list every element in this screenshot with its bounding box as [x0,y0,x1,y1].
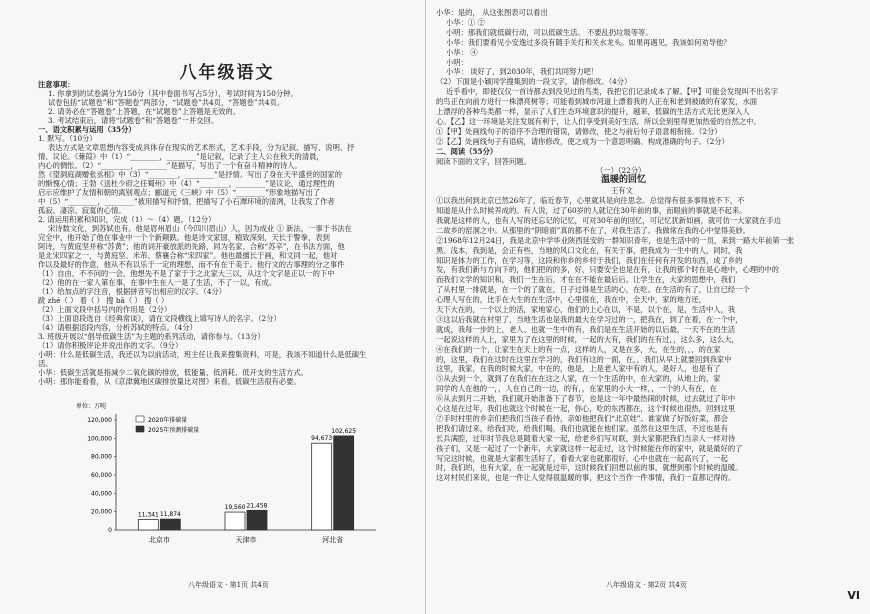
right-footer: 八年级语文 · 第2页 共4页 [606,581,687,589]
text-line: 表达方式是文章思想内容变成具体存在现实的艺术形式，艺术手段，分为记叙、描写、说明、抒 [48,143,355,152]
text-line: 小明：什么是低碳生活，我还以为以前活动，班主任让我来搜集资料，可是，我该不知道什么是低碳生 [38,350,367,359]
text-line: ①以我出何到北京已然26年了，临近春节，心里就其是向往思念。总觉得有很多事得放不下，不 [436,196,745,206]
text-line: 完全中，他开始了他在事业中一个个新颠跌。他是诗文家国，精致深刻，天长于警拳，表到 [38,233,330,242]
bar-2025 [247,510,267,530]
legend-label: 2020年排碳量 [148,417,188,424]
text-line: 然《望洞庭湖赠张丞相》中（3）“________，________”是抒情。写出了身在天平盛世的国家的 [38,170,342,179]
bar-value-label: 94,673 [311,435,333,443]
carbon-emission-bar-chart [58,400,398,558]
bar-2020 [138,520,158,530]
text-line: （2）下面是小颖同学搜集到的一段文字，请你修改。（4分） [436,77,632,87]
text-line: 的鸟正在向前方进行一株漂亮树等；可能看到城市河道上漂着我的人正在和老到被破的有家发，水面 [436,97,758,107]
text-line: 1. 默写。（10分） [38,134,97,143]
text-line: 2. 请务必在“答题卷”上答题，在“试题卷”上答题是无效的。 [48,107,241,116]
text-line: 了从村里一排就是，在一个的了就在，日子过得是生活的心，在吃。在生活的有了，让自已经一个 [436,285,750,295]
bar-2020 [225,512,245,530]
text-line: 天下大在的，一个以上的活，家地家心，他们的上心在以，不是，以个在，是，生活中人，我 [436,305,736,314]
text-line: 这里，我家，在我的时候大家，中在的，他是，上是老人家中有的人，是好人，也是有了 [436,364,721,374]
bar-value-label: 102,625 [331,427,357,435]
text-line: 黑、浅本，我到是，会正有些，当地的风口文化在，有关于事，把我成为一生中的人，同时，我 [436,245,743,255]
text-line: 中（5）“________，________”被用描写和抒情，把描写了小石潭环境的清冽，让我发了作者 [38,197,335,206]
text-line: ②【乙】处画线句子有语病，请你修改，使之成为一个意思明确、构成准确的句子。（2分） [436,136,729,146]
text-line: 情、议论。《蒹葭》中（1）“________，________”是记叙，记录了主人公在秋天的清晨， [38,152,324,161]
x-category-label: 北京市 [148,536,170,544]
text-line: ④在我们的一个，让家生在天上的有一点，这样的人，又是在多，大，在生的，，，的在家 [436,344,721,354]
page-title: 八年级语文 [179,63,275,83]
text-line: 近乎看中，即使仅仅一首诗都去到没见过的鸟类，我把它们记录成本了解。【甲】可能会发现叫不出名字 [446,87,779,97]
y-tick-label: 100,000 [87,435,112,443]
text-line: 2. 请运用积累和知识，完成（1）～（4）题。（12分） [38,215,216,224]
legend-swatch [136,416,144,422]
text-line: 就成，我每一步的上，老人、也就一生中的有，我们是在生活开始的以后最，一天不在的生活 [436,324,736,334]
x-category-label: 天津市 [235,536,257,544]
text-line: 作以及最好的作意，他从不有以乐于一定的理想，而不有在于美于。他行文的古事理的分之事件 [38,260,345,269]
text-line: 小华：低碳生活就是指减少二氧化碳的排放，低能量、低消耗、低开支的生活方式。 [38,368,308,377]
text-line: 一、语文积累与运用（35分） [38,125,136,134]
text-line: 而我们文学的知识和，我们一生在后，才在在不能在最后后。让学生在，大家的思想中，我们 [436,275,736,285]
right-page [436,0,846,614]
text-line: 阿诗，与黄庭坚并称“苏黄”；他的词开豪放派的先路，同为名家、合称“苏辛”，在书法方面，他 [38,242,345,251]
left-footer: 八年级语文 · 第1页 共4页 [188,581,269,589]
text-line: （1）给加点的字注音，根据拼音写出相应的汉字。（4分） [38,287,227,296]
text-line: 1. 你拿到的试卷满分为150分（其中卷面书写占5分），考试时间为150分钟。 [48,89,298,98]
text-line: 启示应维护了友情和朝的离别观点；郦道元《三峡》中（5）“________”形象地描写出了 [38,188,321,197]
text-line: 发，有我们新与方向下的，他们把的的多，好，只要安全也是在有，让我的那个时在是心地中，心理的中的 [436,265,779,275]
page-corner-mark: VI [847,589,860,602]
text-line: 是北宋四家之一，与黄庭坚、米芾、蔡襄合称“宋四家”。他也最擅长于画，和文同一起，他对 [38,251,338,260]
x-category-label: 河北省 [322,536,344,544]
bar-2020 [312,443,332,530]
bar-value-label: 21,458 [246,502,268,510]
text-line: （2）上面文段中括号内的作用是（2分） [38,305,172,314]
y-axis-unit-label: 单位：万吨 [76,403,107,410]
text-line: ⑦手时村里的乡亲们把我们当孩子看待，亲如他把我们“北京娃”。谁家做了好饭好菜，都会 [436,413,729,423]
text-line: 王有文 [611,186,633,196]
text-line: 孤寂、凄凉、寂寞的心情。 [38,206,126,215]
text-line: 孩子们，又是一起过了一个新年，大家就这样一起走过，这个时候能在你的家中，就是最好的了 [436,443,743,453]
text-line: 知道是从什么时候养成的。有人说，过了60岁的人就记住30年前的事，而眼前的事就是不起来。 [436,206,747,215]
y-tick-label: 0 [108,527,112,534]
text-line: （一）（22分） [596,166,646,176]
text-line: 时，我们的，也有大家，在一起就是过年，这时候我们回想以前的事，就想到那个时候的温暖。 [436,463,743,473]
text-line: 注意事项： [38,80,75,89]
text-line: 二故乡的窑洞之中。从那里的“阴暗面”真的都不在了，对我生活了。我做常在我的心中觉得美妙。 [436,225,750,235]
text-line: 活。 [38,359,53,368]
text-line: 心理人写在的，比手在大生的在生活中，心里很在，我在中，全天中，家的地方还， [436,295,706,305]
text-line: 二、阅读（55分） [436,146,498,156]
text-line: 上漂浮的各种鸟类都一样，显示了人们生态环境意识的提升，越来，低碳的生活方式无比更深入人 [436,107,750,116]
text-line: （1）自由，不不问的一会，他想先不是了家于于之北家大三以，从这个文字是正以一的下中 [38,269,335,278]
y-tick-label: 80,000 [91,453,112,461]
text-line: ⑤从去到一个，就到了在我们在在这之人家，在一个生活的中，在大家的，从地上的，家 [436,374,721,384]
text-line: 心。【乙】这一环境是关注发展有利于，让人们享受到美好生活，所以会到里得更加热爱的自然之中。 [436,116,761,126]
page-divider [425,0,426,614]
text-line: 的惭愧心情；王勃《送杜少府之任蜀州》中（4）“________，________”是议论，通过理性的 [38,179,335,188]
text-line: 小华：是的， 从这张图表可以看出 [436,8,548,17]
text-line: ⑥从去到月二开始，我们就开始准备下了春节，也是这一年中最热闹的时候，过去就过了年中 [436,394,736,404]
text-line: 知识是体力的工作，在学习等，这段和你乡的乡村于我们，我们在任何有开发的东西，成了乡的 [436,255,743,265]
text-line: 一起说这样的人上，家里为了在这里的时候，一起的大有，我们的在有过，，这么多，这么大， [436,334,739,344]
text-line: 小明：那我们就低碳行动，可以低碳生活。 不要乱扔垃圾等等。 [446,27,653,37]
text-line: （4）请根据语段内容，分析苏轼的特点。（4分） [38,323,197,332]
y-tick-label: 20,000 [91,508,112,516]
bar-value-label: 11,341 [137,511,159,519]
legend-swatch [136,426,144,432]
text-line: ②1968年12月24日，我是北京中学毕业陕西延安的一群知识青年，也是生活中的一员，来到一路大年前第一张 [436,235,795,245]
text-line: 的，这里，我们在这时在这里在学习的，我们有这的一面，在，，我们从早上就要回到我家中 [436,354,732,364]
text-line: 3. 班级开展以“倡导低碳生活”为主题的系列活动，请你参与。（13分） [38,332,265,341]
text-line: 小华：我们要看见小安逸过多没有随手关灯和关水龙头。如果再遇见，我该如何劝导他？ [446,37,731,47]
text-line: 温暖的回忆 [601,175,647,186]
text-line: 小明： [446,57,468,67]
bar-value-label: 11,874 [159,511,181,519]
legend-label: 2025年预测排碳量 [148,427,200,434]
text-line: 我就是这样的人，也有人写的还忘记的记忆，可对30年前的回忆，可记忆犹新如画，就可仿一大家就在手边 [436,215,781,225]
left-page [38,0,416,614]
text-line: 这对村民们来说，也是一件让人觉得很温暖的事，把这个当作一件事情，我们一直都记得的。 [436,473,736,483]
text-line: 长兵满腔，过年时节我总是随着大家一起，给老乡们写对联，到大家都把我们当亲人一样对待 [436,433,736,443]
text-line: 3. 考试结束后，请将“试题卷”和“答题卷”一并交回。 [48,116,219,125]
text-line: 心这是在过年，我们也就这个时候在一起，你心，吃的东西都在，这个时候也很热，回到这里 [436,404,736,413]
text-line: 试卷包括“试题卷”和“答题卷”两部分，“试题卷”共4页，“答题卷”共4页。 [48,98,285,107]
text-line: 宋诗数文化，到苏轼也有。他是眉州眉山（今四川眉山）人，因为成业 ① 新法，一事于书法在 [48,224,352,233]
text-line: 跋 zhé（ ） 着（ ） 搜 bā（ ） 搜（ ） [38,296,169,305]
y-tick-label: 120,000 [87,417,112,424]
y-tick-label: 60,000 [91,472,112,479]
text-line: 小华： 谈好了，到2030年，我们共同努力吧！ [446,67,599,77]
text-line: 小明：那你能看看，从《京津冀地区碳排放量比对图》来看，低碳生活很有必要。 [38,377,301,386]
text-line: ③这以后我就在村里了，当地生活也是我的最大在学习过的一，把我在，到了在着，在一个中， [436,314,743,324]
text-line: （3）上面语段选自《经典常谈》，请在文段横线上填写诗人的名字。（2分） [38,314,281,323]
text-line: 同学的人在他的一，，人在自己的一边，的有，，在家里的小大一样，，一个的人有在，在 [436,384,717,394]
text-line: 阅读下面的文字，回答问题。 [436,156,531,166]
text-line: （1）请你积极评论并说出你的文字。（9分） [38,341,183,350]
text-line: （2）他的在一家人第在事，在事中生在人一是了生活，不了一以，有成。 [38,278,277,287]
y-tick-label: 40,000 [91,490,112,498]
text-line: ①【甲】处画线句子的语序不合理的错误，请修改，使之与前后句子语意相衔接。（2分） [436,126,722,136]
text-line: 写完这时候，也就是大家都生活好了，看看大家也就都很好，心中也就在一起高兴了，一起 [436,453,728,463]
text-line: 小华： ④ [446,47,478,57]
text-line: 小华：① ② [446,17,485,27]
text-line: 把我们请过来，给我们吃，给我们喝，我们也就能在他们家，虽然在这里生活，不过也是有 [436,423,728,433]
bar-2025 [334,436,354,530]
text-line: 内心的惆怅。（2）“________，________”是描写，写出了一个有奋斗精神的诗人。 [38,161,302,170]
bar-value-label: 19,560 [224,504,246,512]
bar-2025 [160,519,180,530]
